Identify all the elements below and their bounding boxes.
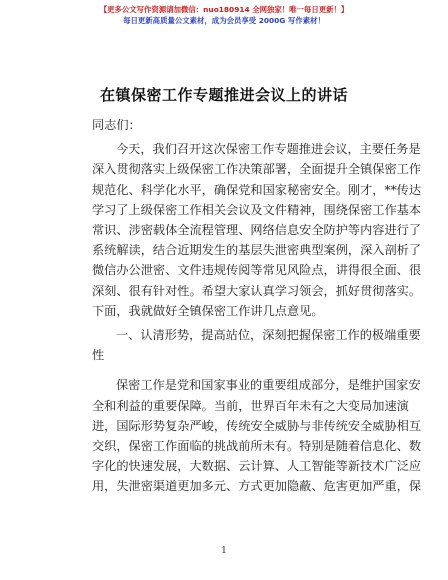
paragraph-line: 进，国际形势复杂严峻，传统安全威胁与非传统安全威胁相互	[92, 418, 422, 433]
paragraph-line: 今天，我们召开这次保密工作专题推进会议，主要任务是	[116, 142, 421, 157]
paragraph-line: 微信办公泄密、文件违规传阅等常见风险点，讲得很全面、很	[92, 263, 422, 278]
section-heading	[92, 325, 421, 365]
paragraph-line: 字化的快速发展，大数据、云计算、人工智能等新技术广泛应	[92, 459, 422, 474]
section-paragraph	[92, 375, 422, 496]
section-heading-line: 性	[92, 348, 105, 363]
page-number: 1	[221, 546, 227, 556]
promo-banner-line-1: 【更多公文写作资源请加微信：nuo180914 全网独家！唯一每日更新！】	[99, 5, 349, 14]
section-heading-line: 一、认清形势，提高站位，深刻把握保密工作的极端重要	[116, 328, 421, 343]
paragraph-line: 学习了上级保密工作相关会议及文件精神，围绕保密工作基本	[92, 202, 422, 217]
promo-banner	[0, 4, 448, 26]
paragraph-line: 交织，保密工作面临的挑战前所未有。特别是随着信息化、数	[92, 439, 422, 454]
paragraph-line: 系统解读，结合近期发生的基层失泄密典型案例，深入剖析了	[92, 243, 422, 258]
paragraph-line: 规范化、科学化水平，确保党和国家秘密安全。刚才，**传达	[92, 182, 422, 197]
paragraph-line: 保密工作是党和国家事业的重要组成部分，是维护国家安	[116, 378, 421, 393]
salutation: 同志们：	[92, 118, 141, 132]
promo-banner-line-2: 每日更新高质量公文素材，成为会员享受 2000G 写作素材！	[123, 16, 325, 25]
paragraph-line: 下面，我就做好全镇保密工作讲几点意见。	[92, 303, 324, 318]
paragraph-line: 用，失泄密渠道更加多元、方式更加隐蔽、危害更加严重，保	[92, 479, 422, 494]
paragraph-line: 深刻、很有针对性。希望大家认真学习领会，抓好贯彻落实。	[92, 283, 422, 298]
document-title: 在镇保密工作专题推进会议上的讲话	[99, 86, 348, 104]
paragraph-line: 全和利益的重要保障。当前，世界百年未有之大变局加速演	[92, 398, 409, 413]
opening-paragraph	[92, 139, 422, 321]
paragraph-line: 常识、涉密载体全流程管理、网络信息安全防护等内容进行了	[92, 223, 422, 238]
paragraph-line: 深入贯彻落实上级保密工作决策部署，全面提升全镇保密工作	[92, 162, 422, 177]
document-body	[92, 115, 422, 497]
